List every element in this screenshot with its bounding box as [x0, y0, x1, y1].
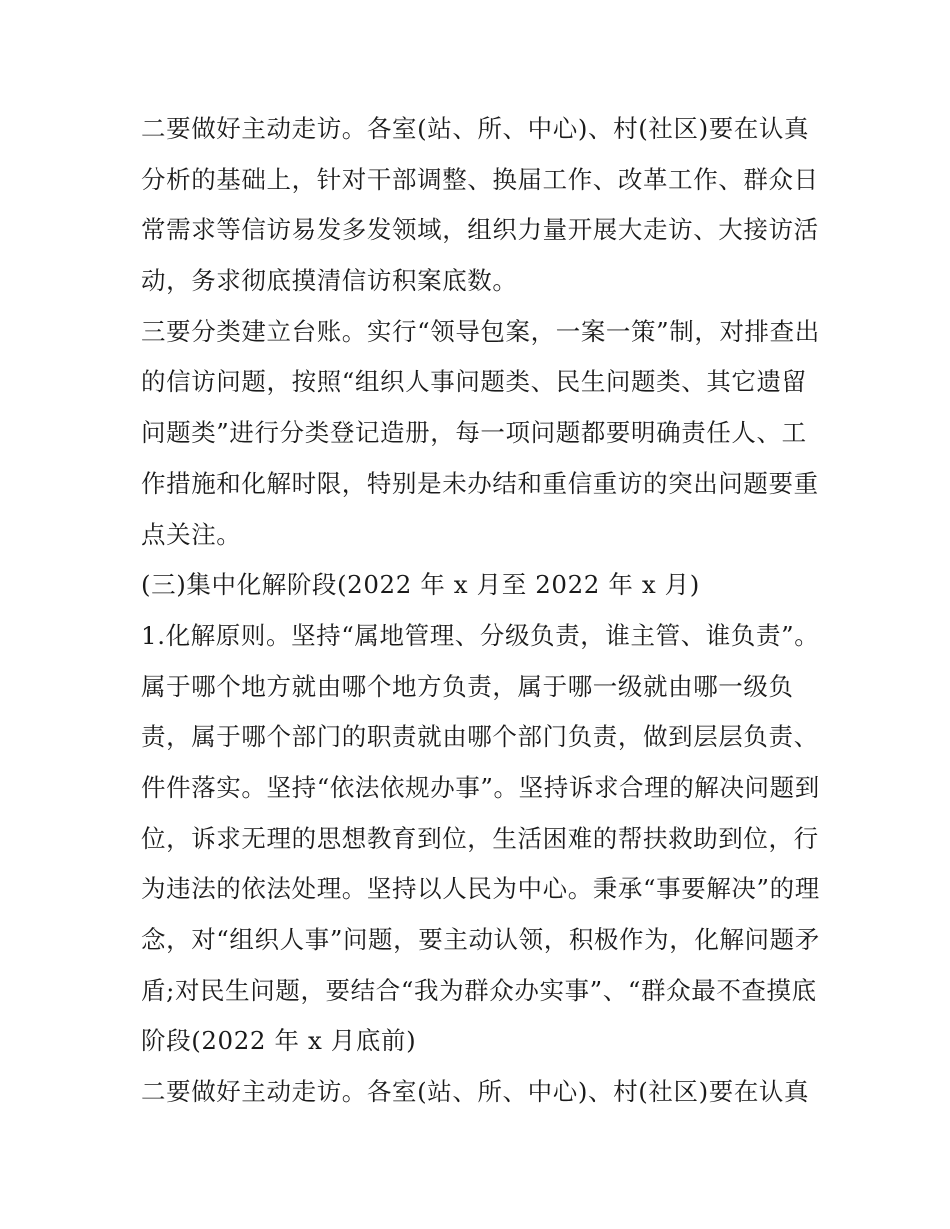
text-line: 分析的基础上，针对干部调整、换届工作、改革工作、群众日 — [141, 164, 819, 194]
text-line: 常需求等信访易发多发领域，组织力量开展大走访、大接访活 — [141, 215, 819, 245]
text-line: 责，属于哪个部门的职责就由哪个部门负责，做到层层负责、 — [141, 722, 819, 752]
document-page — [141, 108, 821, 1122]
text-line: 的信访问题，按照“组织人事问题类、民生问题类、其它遗留 — [141, 367, 807, 397]
text-line: 二要做好主动走访。各室(站、所、中心)、村(社区)要在认真 — [141, 1077, 810, 1107]
text-line: 作措施和化解时限，特别是未办结和重信重访的突出问题要重 — [141, 468, 819, 498]
text-line: 件件落实。坚持“依法依规办事”。坚持诉求合理的解决问题到 — [141, 772, 820, 802]
text-line: 1.化解原则。坚持“属地管理、分级负责，谁主管、谁负责”。 — [141, 620, 820, 650]
text-line: 二要做好主动走访。各室(站、所、中心)、村(社区)要在认真 — [141, 114, 810, 143]
text-line: 位，诉求无理的思想教育到位，生活困难的帮扶救助到位，行 — [141, 823, 819, 853]
text-line: 为违法的依法处理。坚持以人民为中心。秉承“事要解决”的理 — [141, 874, 820, 904]
text-line: 属于哪个地方就由哪个地方负责，属于哪一级就由哪一级负 — [141, 671, 794, 701]
text-line: 念，对“组织人事”问题，要主动认领，积极作为，化解问题矛 — [141, 925, 820, 954]
text-line: 动，务求彻底摸清信访积案底数。 — [141, 266, 518, 296]
section-heading: (三)集中化解阶段(2022 年 x 月至 2022 年 x 月) — [141, 570, 700, 600]
text-line: 问题类”进行分类登记造册，每一项问题都要明确责任人、工 — [141, 418, 807, 448]
text-line: 阶段(2022 年 x 月底前) — [141, 1026, 417, 1056]
text-line: 点关注。 — [141, 519, 242, 549]
text-line: 三要分类建立台账。实行“领导包案，一案一策”制，对排查出 — [141, 316, 820, 346]
text-line: 盾;对民生问题，要结合“我为群众办实事”、“群众最不查摸底 — [141, 975, 817, 1005]
